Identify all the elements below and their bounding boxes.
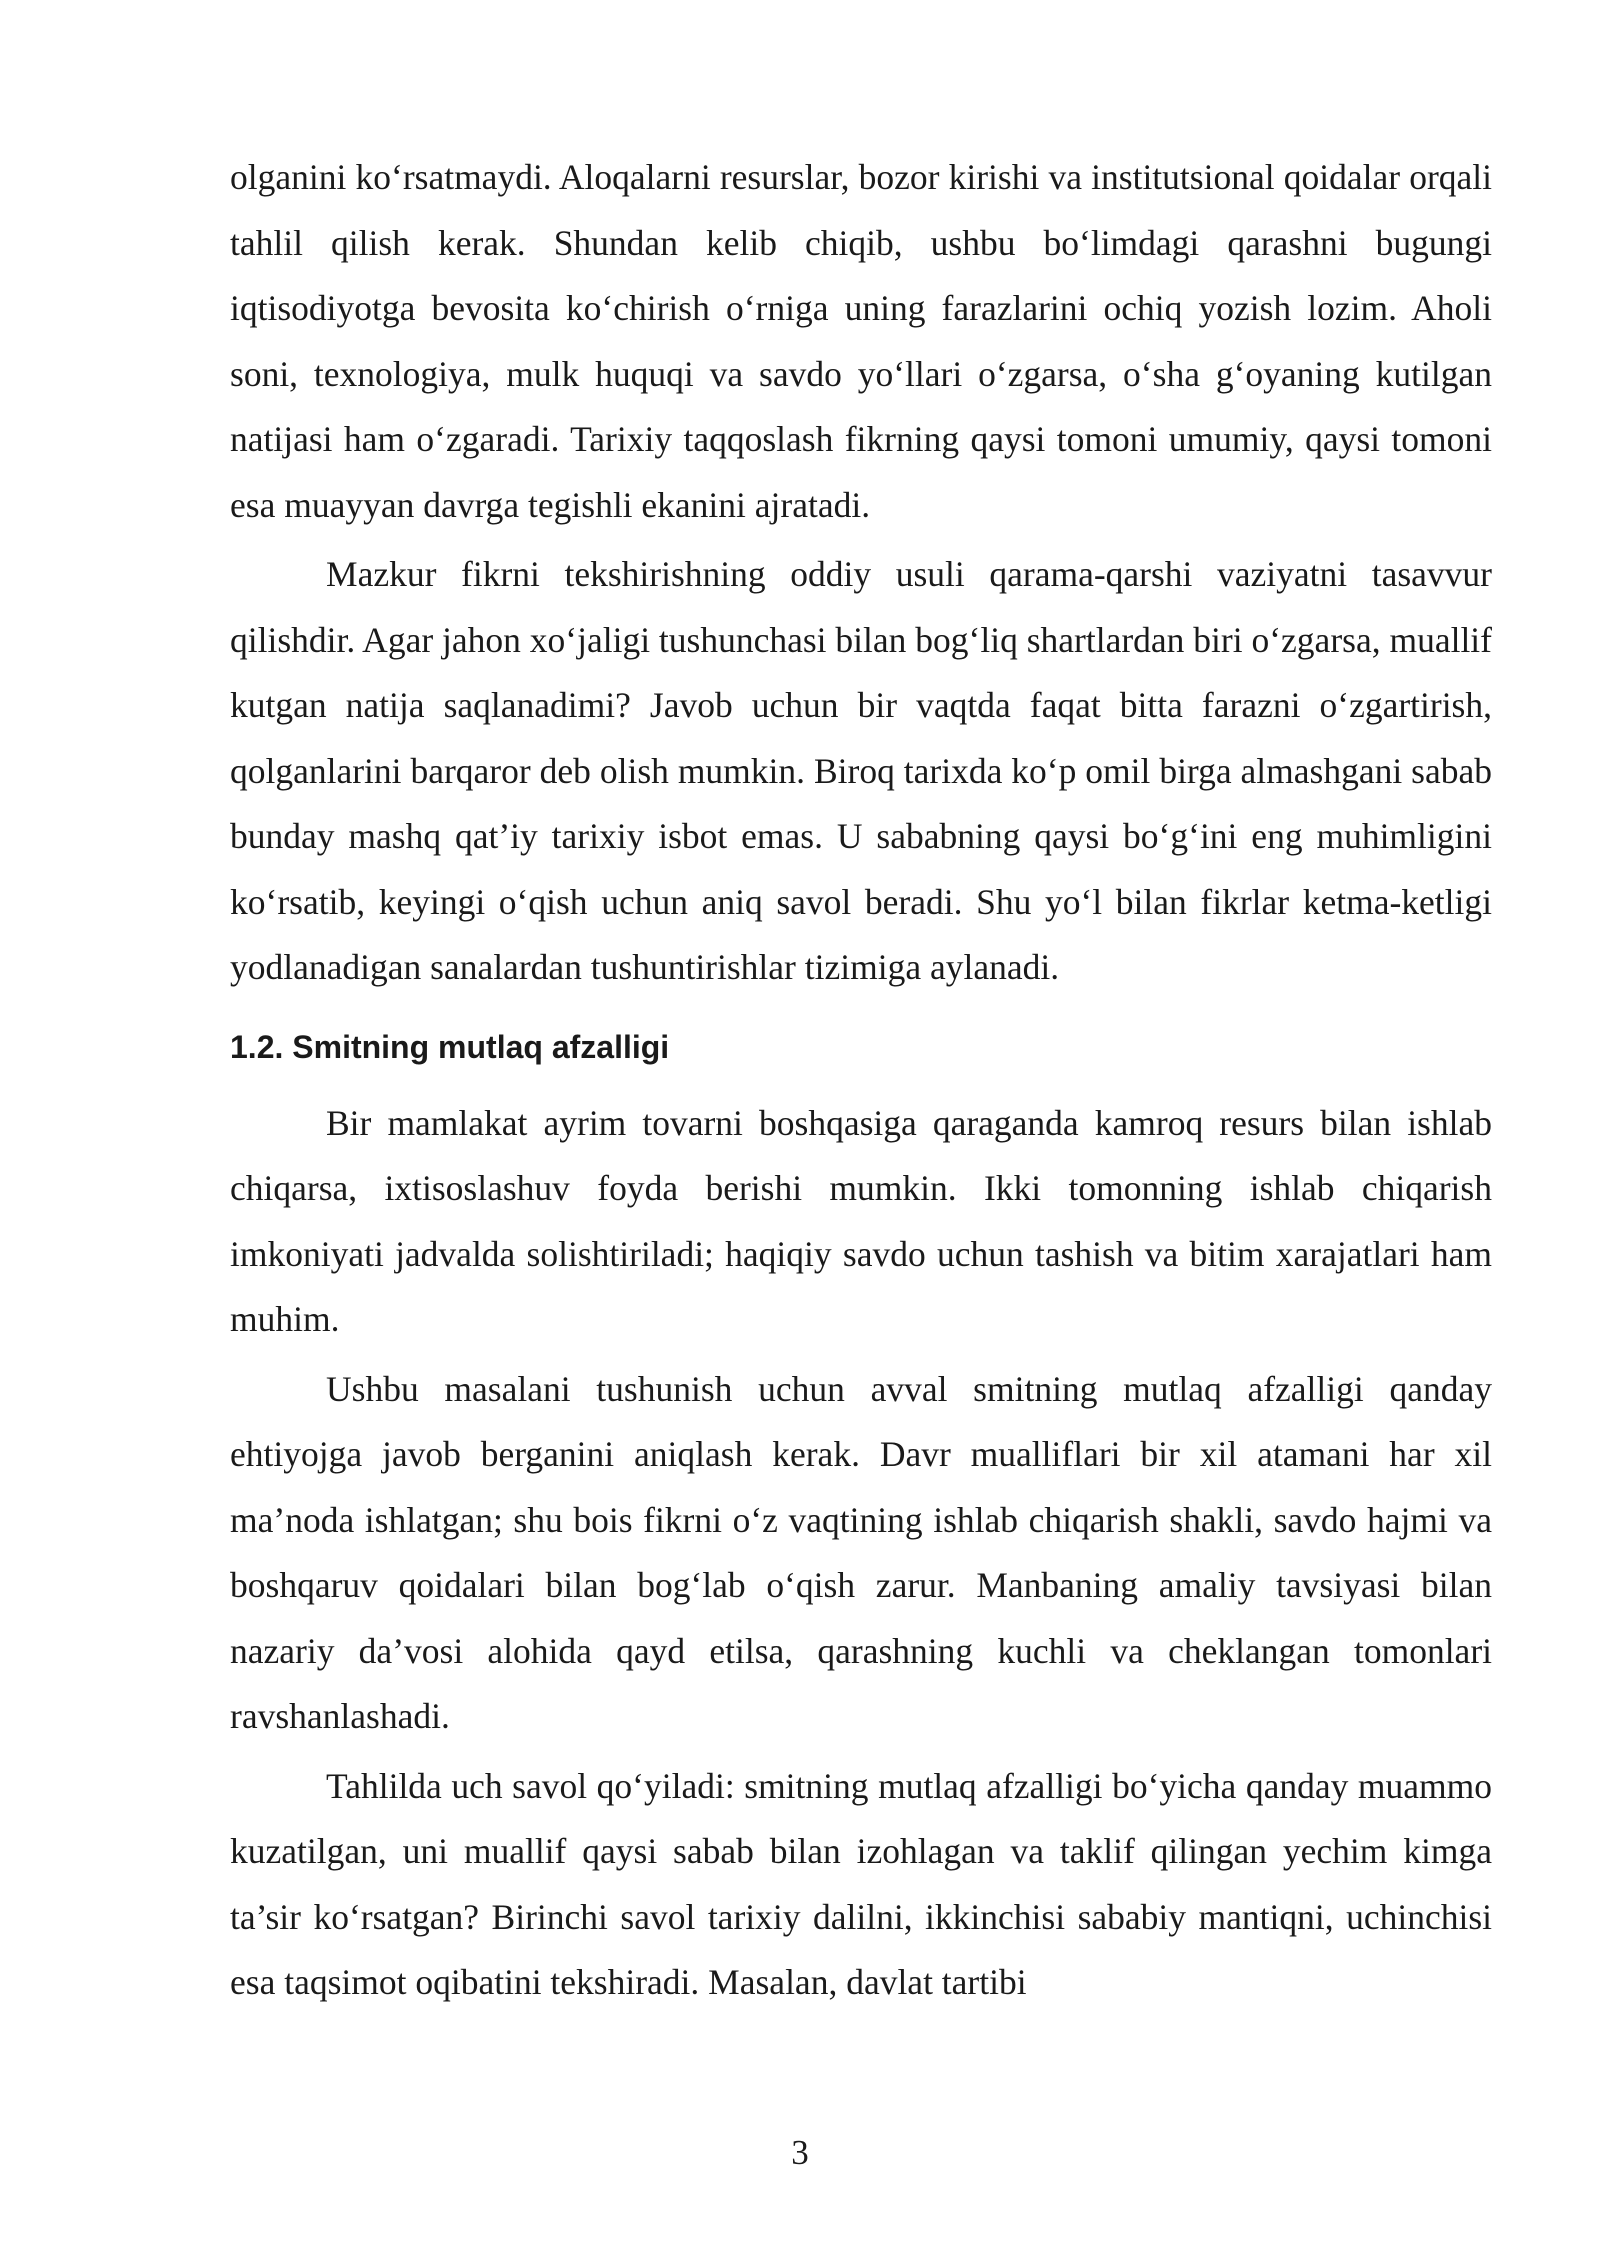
paragraph-context: Ushbu masalani tushunish uchun avval smitning mutlaq afzalligi qanday ehtiyojga javob berganini aniqlash kerak. Davr mualliflari bir xil atamani har xil ma’noda ishlatgan; shu bois fikrni o‘z vaqtining ishlab chiqarish shakli, savdo hajmi va boshqaruv qoidalari bilan bog‘lab o‘qish zarur. Manbaning amaliy tavsiyasi bilan nazariy da’vosi alohida qayd etilsa, qarashning kuchli va cheklangan tomonlari ravshanlashadi.: [230, 1368, 1492, 1736]
body-text: [230, 145, 1492, 2020]
paragraph-continued: olganini ko‘rsatmaydi. Aloqalarni resurslar, bozor kirishi va institutsional qoidalar orqali tahlil qilish kerak. Shundan kelib chiqib, ushbu bo‘limdagi qarashni bugungi iqtisodiyotga bevosita ko‘chirish o‘rniga uning farazlarini ochiq yozish lozim. Aholi soni, texnologiya, mulk huquqi va savdo yo‘llari o‘zgarsa, o‘sha g‘oyaning kutilgan natijasi ham o‘zgaradi. Tarixiy taqqoslash fikrning qaysi tomoni umumiy, qaysi tomoni esa muayyan davrga tegishli ekanini ajratadi.: [230, 157, 1492, 525]
section-heading: 1.2. Smitning mutlaq afzalligi: [230, 1028, 670, 1065]
paragraph-counterfactual: Mazkur fikrni tekshirishning oddiy usuli qarama-qarshi vaziyatni tasavvur qilishdir. Agar jahon xo‘jaligi tushunchasi bilan bog‘liq shartlardan biri o‘zgarsa, muallif kutgan natija saqlanadimi? Javob uchun bir vaqtda faqat bitta farazni o‘zgartirish, qolganlarini barqaror deb olish mumkin. Biroq tarixda ko‘p omil birga almashgani sabab bunday mashq qat’iy tarixiy isbot emas. U sababning qaysi bo‘g‘ini eng muhimligini ko‘rsatib, keyingi o‘qish uchun aniq savol beradi. Shu yo‘l bilan fikrlar ketma-ketligi yodlanadigan sanalardan tushuntirishlar tizimiga aylanadi.: [230, 554, 1492, 987]
page-number: 3: [791, 2133, 809, 2172]
paragraph-analysis-questions: Tahlilda uch savol qo‘yiladi: smitning mutlaq afzalligi bo‘yicha qanday muammo kuzatilgan, uni muallif qaysi sabab bilan izohlagan va taklif qilingan yechim kimga ta’sir ko‘rsatgan? Birinchi savol tarixiy dalilni, ikkinchisi sababiy mantiqni, uchinchisi esa taqsimot oqibatini tekshiradi. Masalan, davlat tartibi: [230, 1765, 1492, 2002]
paragraph-specialization: Bir mamlakat ayrim tovarni boshqasiga qaraganda kamroq resurs bilan ishlab chiqarsa, ixtisoslashuv foyda berishi mumkin. Ikki tomonning ishlab chiqarish imkoniyati jadvalda solishtiriladi; haqiqiy savdo uchun tashish va bitim xarajatlari ham muhim.: [230, 1102, 1492, 1339]
